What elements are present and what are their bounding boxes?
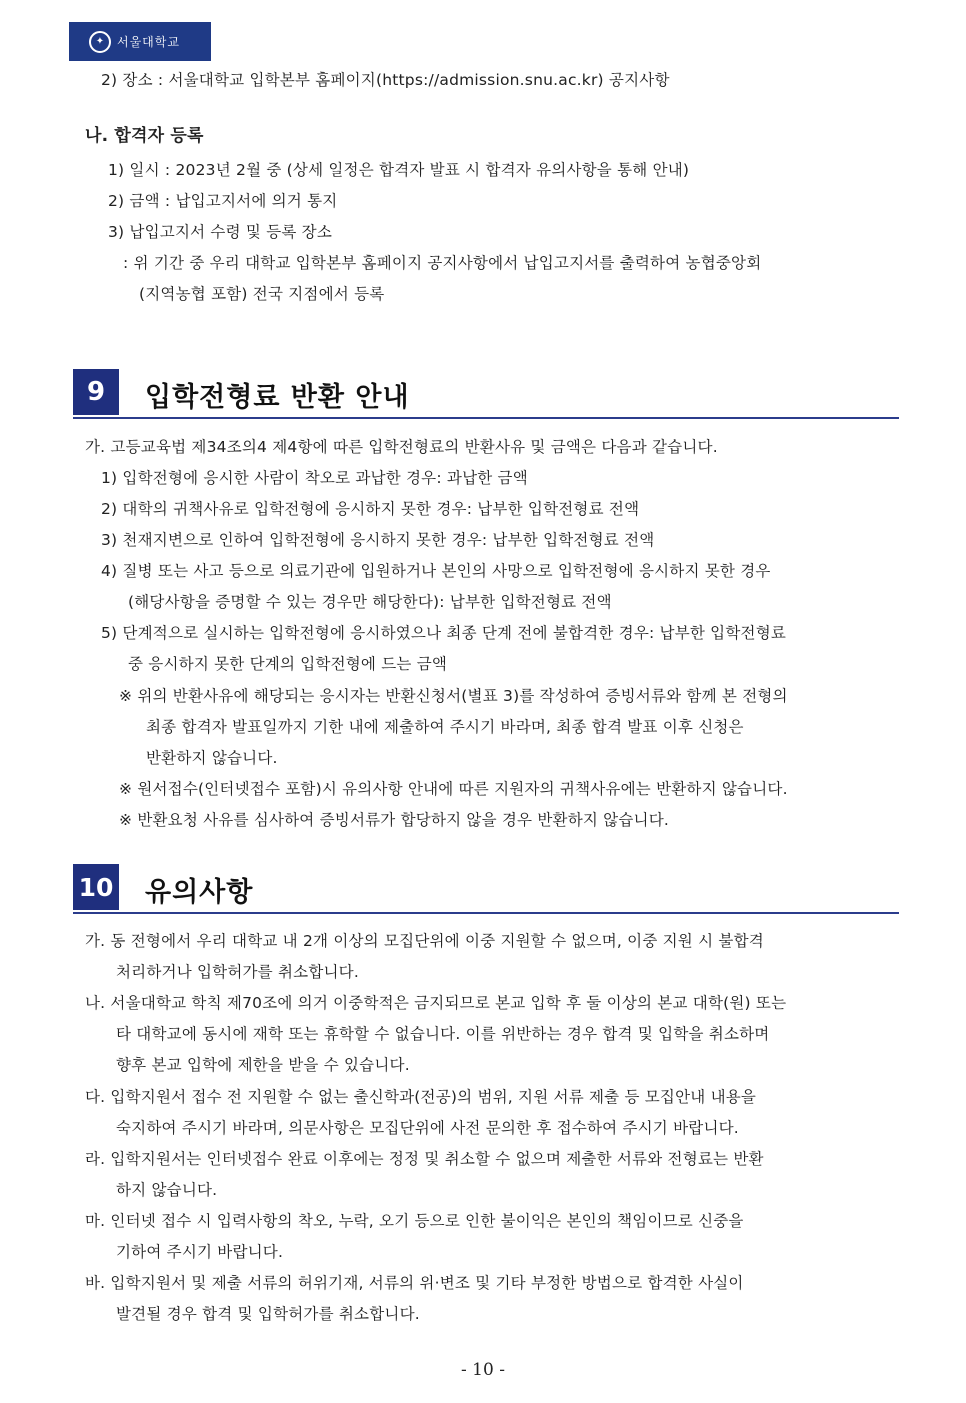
seal-emblem-icon: ✦ — [89, 31, 111, 53]
list-item: (해당사항을 증명할 수 있는 경우만 해당한다): 납부한 입학전형료 전액 — [128, 593, 612, 611]
paragraph-line: 라. 입학지원서는 인터넷접수 완료 이후에는 정정 및 취소할 수 없으며 제출한 서류와 전형료는 반환 — [85, 1150, 764, 1168]
section-9-header — [73, 369, 899, 419]
paragraph-line: 하지 않습니다. — [116, 1181, 218, 1199]
list-item: 2) 금액 : 납입고지서에 의거 통지 — [108, 192, 338, 210]
section-number: 10 — [73, 864, 119, 910]
section-10-header — [73, 864, 899, 914]
paragraph-line: 향후 본교 입학에 제한을 받을 수 있습니다. — [116, 1056, 410, 1074]
paragraph-line: 기하여 주시기 바랍니다. — [116, 1243, 284, 1261]
section-title: 입학전형료 반환 안내 — [145, 382, 410, 413]
paragraph-line: 숙지하여 주시기 바라며, 의문사항은 모집단위에 사전 문의한 후 접수하여 주시기 바랍니다. — [116, 1119, 739, 1137]
subsection-title: 나. 합격자 등록 — [85, 126, 204, 146]
list-item: 5) 단계적으로 실시하는 입학전형에 응시하였으나 최종 단계 전에 불합격한 경우: 납부한 입학전형료 — [101, 624, 787, 642]
paragraph-line: 나. 서울대학교 학칙 제70조에 의거 이중학적은 금지되므로 본교 입학 후 둘 이상의 본교 대학(원) 또는 — [85, 994, 787, 1012]
section-title: 유의사항 — [145, 877, 254, 908]
paragraph-line: 가. 고등교육법 제34조의4 제4항에 따른 입학전형료의 반환사유 및 금액은 다음과 같습니다. — [85, 438, 718, 456]
list-item: 4) 질병 또는 사고 등으로 의료기관에 입원하거나 본인의 사망으로 입학전형에 응시하지 못한 경우 — [101, 562, 771, 580]
note-line: 최종 합격자 발표일까지 기한 내에 제출하여 주시기 바라며, 최종 합격 발표 이후 신청은 — [146, 718, 744, 736]
paragraph-line: 다. 입학지원서 접수 전 지원할 수 없는 출신학과(전공)의 범위, 지원 서류 제출 등 모집안내 내용을 — [85, 1088, 757, 1106]
paragraph-line: 가. 동 전형에서 우리 대학교 내 2개 이상의 모집단위에 이중 지원할 수 없으며, 이중 지원 시 불합격 — [85, 932, 764, 950]
note-line: ※ 위의 반환사유에 해당되는 응시자는 반환신청서(별표 3)를 작성하여 증빙서류와 함께 본 전형의 — [119, 687, 788, 705]
list-item: 1) 입학전형에 응시한 사람이 착오로 과납한 경우: 과납한 금액 — [101, 469, 528, 487]
section-number: 9 — [73, 369, 119, 415]
list-item: : 위 기간 중 우리 대학교 입학본부 홈페이지 공지사항에서 납입고지서를 출력하여 농협중앙회 — [123, 254, 762, 272]
list-item: 3) 납입고지서 수령 및 등록 장소 — [108, 223, 333, 241]
list-item: 1) 일시 : 2023년 2월 중 (상세 일정은 합격자 발표 시 합격자 유의사항을 통해 안내) — [108, 161, 690, 179]
paragraph-line: 발견될 경우 합격 및 입학허가를 취소합니다. — [116, 1305, 420, 1323]
list-item: (지역농협 포함) 전국 지점에서 등록 — [139, 285, 385, 303]
paragraph-line: 타 대학교에 동시에 재학 또는 휴학할 수 없습니다. 이를 위반하는 경우 합격 및 입학을 취소하며 — [116, 1025, 770, 1043]
logo-text: 서울대학교 — [117, 35, 180, 49]
paragraph-line: 바. 입학지원서 및 제출 서류의 허위기재, 서류의 위·변조 및 기타 부정한 방법으로 합격한 사실이 — [85, 1274, 744, 1292]
note-line: 반환하지 않습니다. — [146, 749, 278, 767]
paragraph-line: 처리하거나 입학허가를 취소합니다. — [116, 963, 359, 981]
paragraph-line: 마. 인터넷 접수 시 입력사항의 착오, 누락, 오기 등으로 인한 불이익은 본인의 책임이므로 신중을 — [85, 1212, 744, 1230]
university-logo — [69, 22, 211, 61]
list-item: 2) 대학의 귀책사유로 입학전형에 응시하지 못한 경우: 납부한 입학전형료 전액 — [101, 500, 640, 518]
list-item: 3) 천재지변으로 인하여 입학전형에 응시하지 못한 경우: 납부한 입학전형료 전액 — [101, 531, 655, 549]
note-line: ※ 반환요청 사유를 심사하여 증빙서류가 합당하지 않을 경우 반환하지 않습니다. — [119, 811, 669, 829]
page-number: - 10 - — [461, 1360, 505, 1380]
list-item: 중 응시하지 못한 단계의 입학전형에 드는 금액 — [128, 655, 448, 673]
note-line: ※ 원서접수(인터넷접수 포함)시 유의사항 안내에 따른 지원자의 귀책사유에는 반환하지 않습니다. — [119, 780, 788, 798]
place-line: 2) 장소 : 서울대학교 입학본부 홈페이지(https://admission.snu.ac.kr) 공지사항 — [101, 71, 670, 89]
